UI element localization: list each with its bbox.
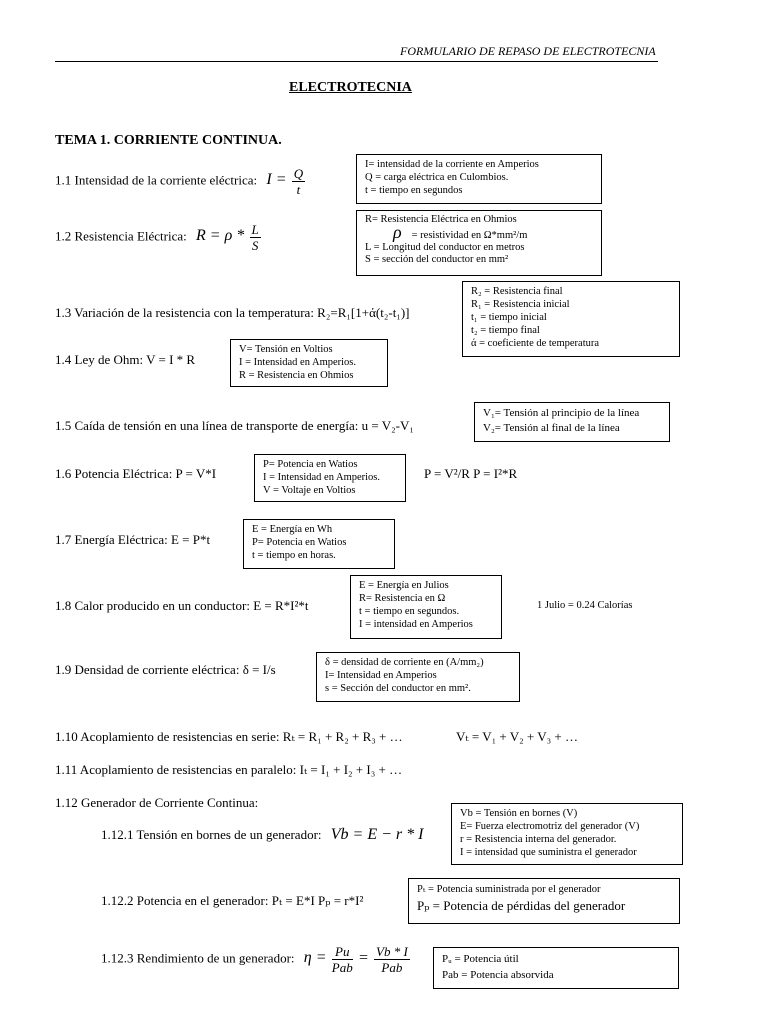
fraction-denominator: Pab <box>381 960 403 975</box>
fraction-denominator: t <box>296 182 301 197</box>
formula-1-2 <box>55 222 263 253</box>
legend-line: t = tiempo en segundos <box>365 185 463 196</box>
legend-line: E = Energía en Julios <box>359 580 449 591</box>
legend-line: V = Voltaje en Voltios <box>263 485 356 496</box>
legend-line: Pₜ = Potencia suministrada por el generador <box>417 884 601 895</box>
fraction <box>292 166 305 197</box>
formula-1-6: 1.6 Potencia Eléctrica: P = V*I <box>55 466 217 481</box>
legend-line: I = Intensidad en Amperios. <box>263 472 381 483</box>
legend-box-1-12-3 <box>433 947 679 989</box>
legend-line: t = tiempo en segundos. <box>359 606 460 617</box>
rho-symbol: ρ <box>393 222 402 242</box>
page-title: ELECTROTECNIA <box>289 80 412 95</box>
fraction-numerator: Pu <box>332 944 353 960</box>
formula-label: 1.1 Intensidad de la corriente eléctrica: <box>55 172 258 188</box>
legend-line: Q = carga eléctrica en Culombios. <box>365 172 509 183</box>
legend-line: Pᵤ = Potencia útil <box>442 953 519 965</box>
formula-lhs: η = <box>303 949 327 967</box>
legend-line: I = Intensidad en Amperios. <box>239 357 357 368</box>
legend-box-1-6 <box>254 454 406 502</box>
legend-line: S = sección del conductor en mm² <box>365 254 509 265</box>
formula-expression: Vb = E − r * I <box>330 826 424 843</box>
legend-line <box>365 222 593 242</box>
legend-line: ά = coeficiente de temperatura <box>471 338 600 349</box>
formula-label: 1.2 Resistencia Eléctrica: <box>55 228 187 244</box>
fraction-numerator: L <box>251 222 259 237</box>
legend-box-1-5 <box>474 402 670 442</box>
formula-1-12-2: 1.12.2 Potencia en el generador: Pₜ = E*I Pₚ = r*I² <box>101 893 364 908</box>
legend-line: Vb = Tensión en bornes (V) <box>460 808 578 819</box>
legend-line: E = Energía en Wh <box>252 524 333 535</box>
legend-box-1-8 <box>350 575 502 639</box>
legend-line: t₁ = tiempo inicial <box>471 312 547 323</box>
header-rule <box>55 61 658 62</box>
formula-1-6-extra: P = V²/R P = I²*R <box>424 466 518 481</box>
legend-line: P= Potencia en Watios <box>252 537 347 548</box>
legend-line: R = Resistencia en Ohmios <box>239 370 354 381</box>
legend-line: R= Resistencia Eléctrica en Ohmios <box>365 214 517 225</box>
formula-1-12-1 <box>101 826 423 844</box>
fraction-numerator: Q <box>293 166 304 181</box>
legend-text: = resistividad en Ω*mm²/m <box>411 230 528 241</box>
fraction-denominator: Pab <box>331 960 353 975</box>
legend-line: V₂= Tensión al final de la línea <box>483 422 620 434</box>
equals-sign: = <box>357 949 369 967</box>
legend-line: s = Sección del conductor en mm². <box>325 683 471 694</box>
legend-line: I= intensidad de la corriente en Amperios <box>365 159 539 170</box>
formula-1-10-extra: Vₜ = V₁ + V₂ + V₃ + … <box>456 729 578 744</box>
fraction <box>374 944 410 975</box>
legend-line: L = Longitud del conductor en metros <box>365 242 525 253</box>
running-header: FORMULARIO DE REPASO DE ELECTROTECNIA <box>400 44 656 58</box>
formula-lhs: I = <box>266 171 287 189</box>
formula-1-9: 1.9 Densidad de corriente eléctrica: δ = I/s <box>55 662 276 677</box>
formula-1-11: 1.11 Acoplamiento de resistencias en paralelo: Iₜ = I₁ + I₂ + I₃ + … <box>55 762 403 777</box>
legend-line: Pₚ = Potencia de pérdidas del generador <box>417 898 626 913</box>
formula-1-4: 1.4 Ley de Ohm: V = I * R <box>55 352 196 367</box>
legend-box-1-1 <box>356 154 602 204</box>
legend-box-1-2 <box>356 210 602 276</box>
legend-box-1-3 <box>462 281 680 357</box>
legend-line: I = intensidad que suministra el generador <box>460 847 637 858</box>
fraction <box>250 222 261 253</box>
legend-box-1-7 <box>243 519 395 569</box>
formula-label: 1.12.1 Tensión en bornes de un generador: <box>101 827 322 842</box>
legend-line: V₁= Tensión al principio de la línea <box>483 407 640 419</box>
legend-line: V= Tensión en Voltios <box>239 344 333 355</box>
fraction-numerator: Vb * I <box>376 944 408 959</box>
formula-label: 1.12.3 Rendimiento de un generador: <box>101 950 295 966</box>
formula-1-8: 1.8 Calor producido en un conductor: E = R*I²*t <box>55 598 309 613</box>
formula-1-3: 1.3 Variación de la resistencia con la temperatura: R₂=R₁[1+ά(t₂-t₁)] <box>55 305 410 320</box>
legend-line: I = intensidad en Amperios <box>359 619 473 630</box>
legend-line: I= Intensidad en Amperios <box>325 670 437 681</box>
legend-line: E= Fuerza electromotriz del generador (V) <box>460 821 640 832</box>
formula-lhs: R = ρ * <box>196 227 245 245</box>
formula-1-10: 1.10 Acoplamiento de resistencias en serie: Rₜ = R₁ + R₂ + R₃ + … <box>55 729 403 744</box>
formula-1-12-3 <box>101 944 412 975</box>
legend-box-1-12-1 <box>451 803 683 865</box>
legend-line: R= Resistencia en Ω <box>359 593 446 604</box>
legend-line: R₂ = Resistencia final <box>471 286 563 297</box>
legend-line: Pab = Potencia absorvida <box>442 969 554 981</box>
formula-1-7: 1.7 Energía Eléctrica: E = P*t <box>55 532 211 547</box>
legend-line: r = Resistencia interna del generador. <box>460 834 617 845</box>
section-heading: TEMA 1. CORRIENTE CONTINUA. <box>55 133 282 148</box>
legend-line: P= Potencia en Watios <box>263 459 358 470</box>
legend-line: t = tiempo en horas. <box>252 550 336 561</box>
formula-1-5: 1.5 Caída de tensión en una línea de transporte de energía: u = V₂-V₁ <box>55 418 414 433</box>
formula-1-12: 1.12 Generador de Corriente Continua: <box>55 795 259 810</box>
legend-line: R₁ = Resistencia inicial <box>471 299 570 310</box>
fraction <box>332 944 353 975</box>
formula-1-1 <box>55 166 307 197</box>
fraction-denominator: S <box>251 238 259 253</box>
legend-box-1-9 <box>316 652 520 702</box>
conversion-note: 1 Julio = 0.24 Calorías <box>537 600 633 611</box>
legend-box-1-12-2 <box>408 878 680 924</box>
legend-line: δ = densidad de corriente en (A/mm₂) <box>325 657 484 668</box>
legend-line: t₂ = tiempo final <box>471 325 540 336</box>
legend-box-1-4 <box>230 339 388 387</box>
